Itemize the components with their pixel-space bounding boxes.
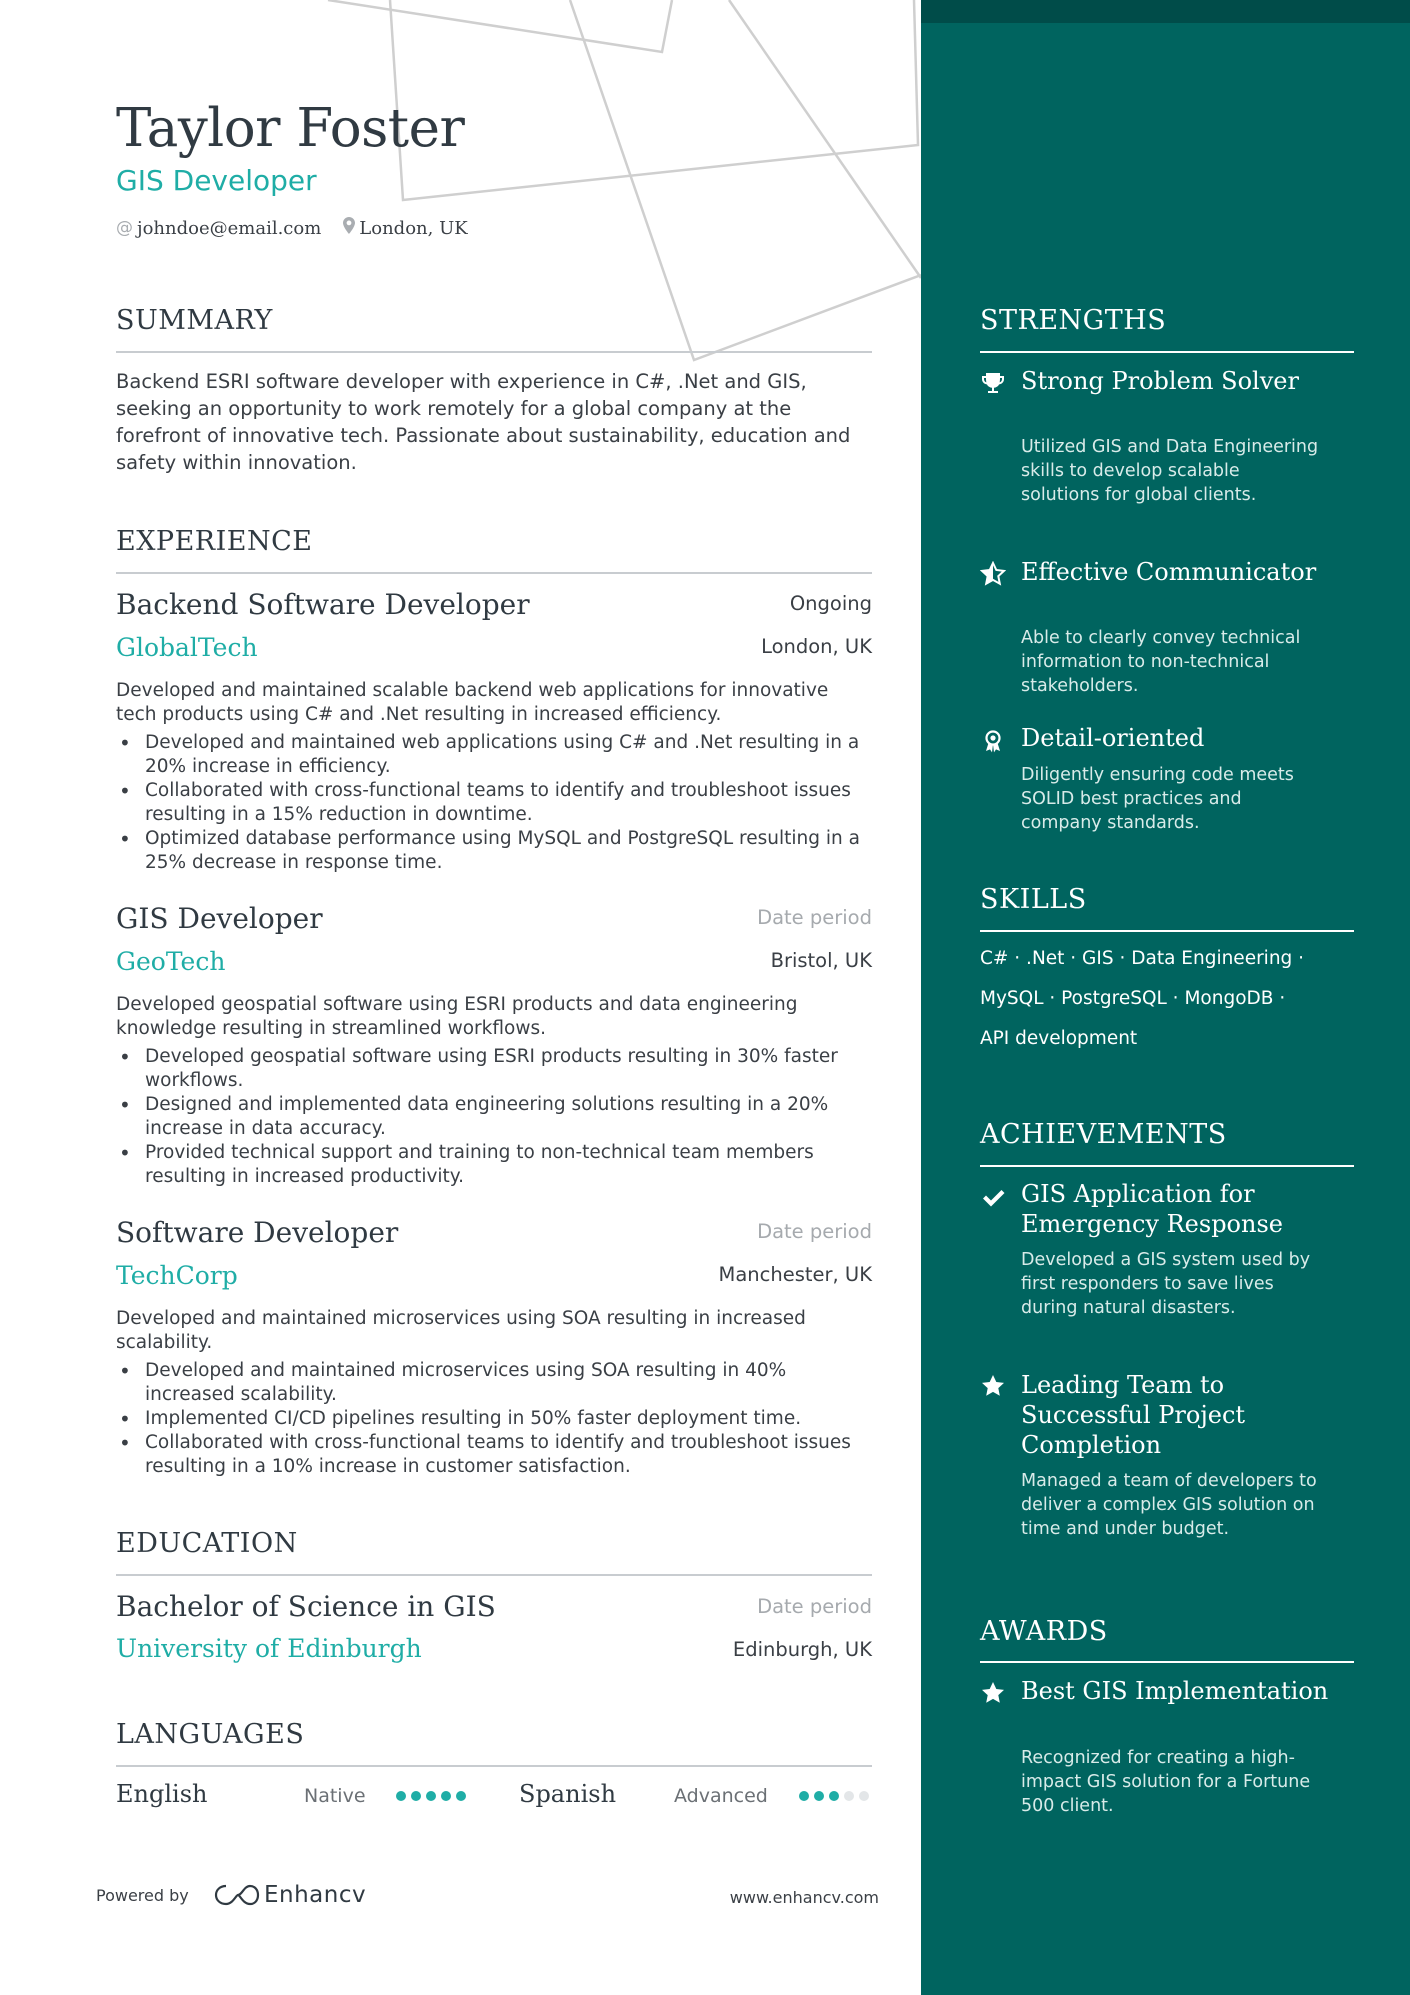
job-description: Developed and maintained microservices using SOA resulting in increased scalability. <box>116 1308 806 1353</box>
languages-divider <box>116 1765 872 1767</box>
rating-dot <box>396 1791 406 1801</box>
at-icon: @ <box>116 218 133 238</box>
list-item: • Developed geospatial software using ESRI products resulting in 30% faster workflows. <box>116 1045 872 1093</box>
job-company: GeoTech <box>116 947 226 976</box>
list-item: • Provided technical support and training to non-technical team members resulting in increased productivity. <box>116 1141 872 1189</box>
list-item: • Developed and maintained web applications using C# and .Net resulting in a 20% increase in efficiency. <box>116 731 872 779</box>
candidate-name: Taylor Foster <box>116 98 465 159</box>
awards-divider <box>980 1661 1354 1663</box>
language-level: Advanced <box>674 1785 768 1807</box>
job-title: Software Developer <box>116 1216 399 1249</box>
language-name: English <box>116 1780 208 1808</box>
rating-dot <box>859 1791 869 1801</box>
job-date: Date period <box>757 1220 872 1243</box>
enhancv-logo-icon <box>214 1883 260 1907</box>
strength-title: Effective Communicator <box>1021 558 1317 586</box>
check-icon <box>980 1185 1006 1211</box>
job-description: Developed geospatial software using ESRI products and data engineering knowledge resulting in streamlined workflows. <box>116 994 798 1039</box>
rating-dot <box>814 1791 824 1801</box>
rating-dot <box>441 1791 451 1801</box>
skills-line: MySQL · PostgreSQL · MongoDB · <box>980 988 1286 1009</box>
job-date: Ongoing <box>789 592 872 615</box>
powered-by-label: Powered by <box>96 1886 189 1905</box>
language-rating <box>799 1791 874 1801</box>
enhancv-logo[interactable] <box>214 1882 366 1908</box>
summary-text: Backend ESRI software developer with experience in C#, .Net and GIS, seeking an opportunity to work remotely for a global company at the forefront of innovative tech. Passionate about sustainability, education and safety within innovation. <box>116 370 851 474</box>
languages-title: LANGUAGES <box>116 1719 305 1750</box>
achievements-divider <box>980 1165 1354 1167</box>
language-level: Native <box>304 1785 366 1807</box>
list-item: • Designed and implemented data engineering solutions resulting in a 20% increase in data accuracy. <box>116 1093 872 1141</box>
rating-dot <box>844 1791 854 1801</box>
job-location: Manchester, UK <box>718 1263 872 1286</box>
list-item: • Collaborated with cross-functional teams to identify and troubleshoot issues resulting in a 10% increase in customer satisfaction. <box>116 1431 872 1479</box>
achievement-title: Leading Team to Successful Project Completion <box>1021 1371 1246 1459</box>
education-location: Edinburgh, UK <box>732 1638 872 1661</box>
strength-text: Utilized GIS and Data Engineering skills to develop scalable solutions for global clients. <box>1021 437 1319 505</box>
star-icon <box>980 1680 1006 1706</box>
rating-dot <box>426 1791 436 1801</box>
award-icon <box>980 728 1006 754</box>
list-item: • Collaborated with cross-functional teams to identify and troubleshoot issues resulting in a 15% reduction in downtime. <box>116 779 872 827</box>
rating-dot <box>829 1791 839 1801</box>
strength-title: Strong Problem Solver <box>1021 367 1299 395</box>
sidebar <box>921 0 1410 1995</box>
job-bullets <box>116 1045 872 1189</box>
strengths-divider <box>980 351 1354 353</box>
education-date: Date period <box>757 1595 872 1618</box>
school-name: University of Edinburgh <box>116 1634 422 1663</box>
achievement-text: Developed a GIS system used by first responders to save lives during natural disasters. <box>1021 1250 1311 1318</box>
education-divider <box>116 1574 872 1576</box>
job-bullets <box>116 1359 872 1479</box>
strength-title: Detail-oriented <box>1021 724 1205 752</box>
job-location: Bristol, UK <box>770 949 872 972</box>
list-item: • Developed and maintained microservices using SOA resulting in 40% increased scalability. <box>116 1359 872 1407</box>
strength-text: Able to clearly convey technical information to non-technical stakeholders. <box>1021 628 1301 696</box>
contact-info <box>116 217 468 239</box>
star-half-icon <box>980 561 1006 587</box>
trophy-icon <box>980 370 1006 396</box>
rating-dot <box>799 1791 809 1801</box>
sidebar-top-band <box>921 0 1410 23</box>
skills-title: SKILLS <box>980 884 1087 915</box>
job-company: GlobalTech <box>116 633 258 662</box>
email[interactable]: johndoe@email.com <box>137 217 322 239</box>
skills-line: API development <box>980 1028 1138 1049</box>
strengths-title: STRENGTHS <box>980 305 1167 336</box>
star-icon <box>980 1373 1006 1399</box>
job-date: Date period <box>757 906 872 929</box>
experience-divider <box>116 572 872 574</box>
awards-title: AWARDS <box>980 1616 1108 1647</box>
experience-title: EXPERIENCE <box>116 526 313 557</box>
website-link[interactable]: www.enhancv.com <box>729 1888 879 1907</box>
summary-title: SUMMARY <box>116 305 273 336</box>
summary-divider <box>116 351 872 353</box>
decorative-lines <box>0 0 921 400</box>
brand-name: Enhancv <box>264 1882 367 1908</box>
language-name: Spanish <box>519 1780 617 1808</box>
rating-dot <box>456 1791 466 1801</box>
skills-divider <box>980 930 1354 932</box>
location: London, UK <box>359 217 468 239</box>
skills-line: C# · .Net · GIS · Data Engineering · <box>980 948 1305 969</box>
list-item: • Implemented CI/CD pipelines resulting in 50% faster deployment time. <box>116 1407 872 1431</box>
job-title: Backend Software Developer <box>116 588 530 621</box>
footer <box>0 1882 921 1912</box>
candidate-role: GIS Developer <box>116 164 317 197</box>
list-item: • Optimized database performance using MySQL and PostgreSQL resulting in a 25% decrease in response time. <box>116 827 872 875</box>
education-title: EDUCATION <box>116 1528 298 1559</box>
job-location: London, UK <box>761 635 872 658</box>
job-company: TechCorp <box>116 1261 238 1290</box>
achievements-title: ACHIEVEMENTS <box>980 1119 1227 1150</box>
award-text: Recognized for creating a high-impact GIS solution for a Fortune 500 client. <box>1021 1748 1311 1816</box>
achievement-title: GIS Application for Emergency Response <box>1021 1180 1283 1238</box>
strength-text: Diligently ensuring code meets SOLID best practices and company standards. <box>1021 765 1294 833</box>
job-description: Developed and maintained scalable backend web applications for innovative tech products using C# and .Net resulting in increased efficiency. <box>116 680 829 725</box>
achievement-text: Managed a team of developers to deliver a complex GIS solution on time and under budget. <box>1021 1471 1317 1539</box>
rating-dot <box>411 1791 421 1801</box>
job-title: GIS Developer <box>116 902 323 935</box>
award-title: Best GIS Implementation <box>1021 1677 1329 1705</box>
location-pin-icon <box>343 217 355 239</box>
job-bullets <box>116 731 872 875</box>
language-rating <box>396 1791 471 1801</box>
degree-title: Bachelor of Science in GIS <box>116 1590 496 1623</box>
